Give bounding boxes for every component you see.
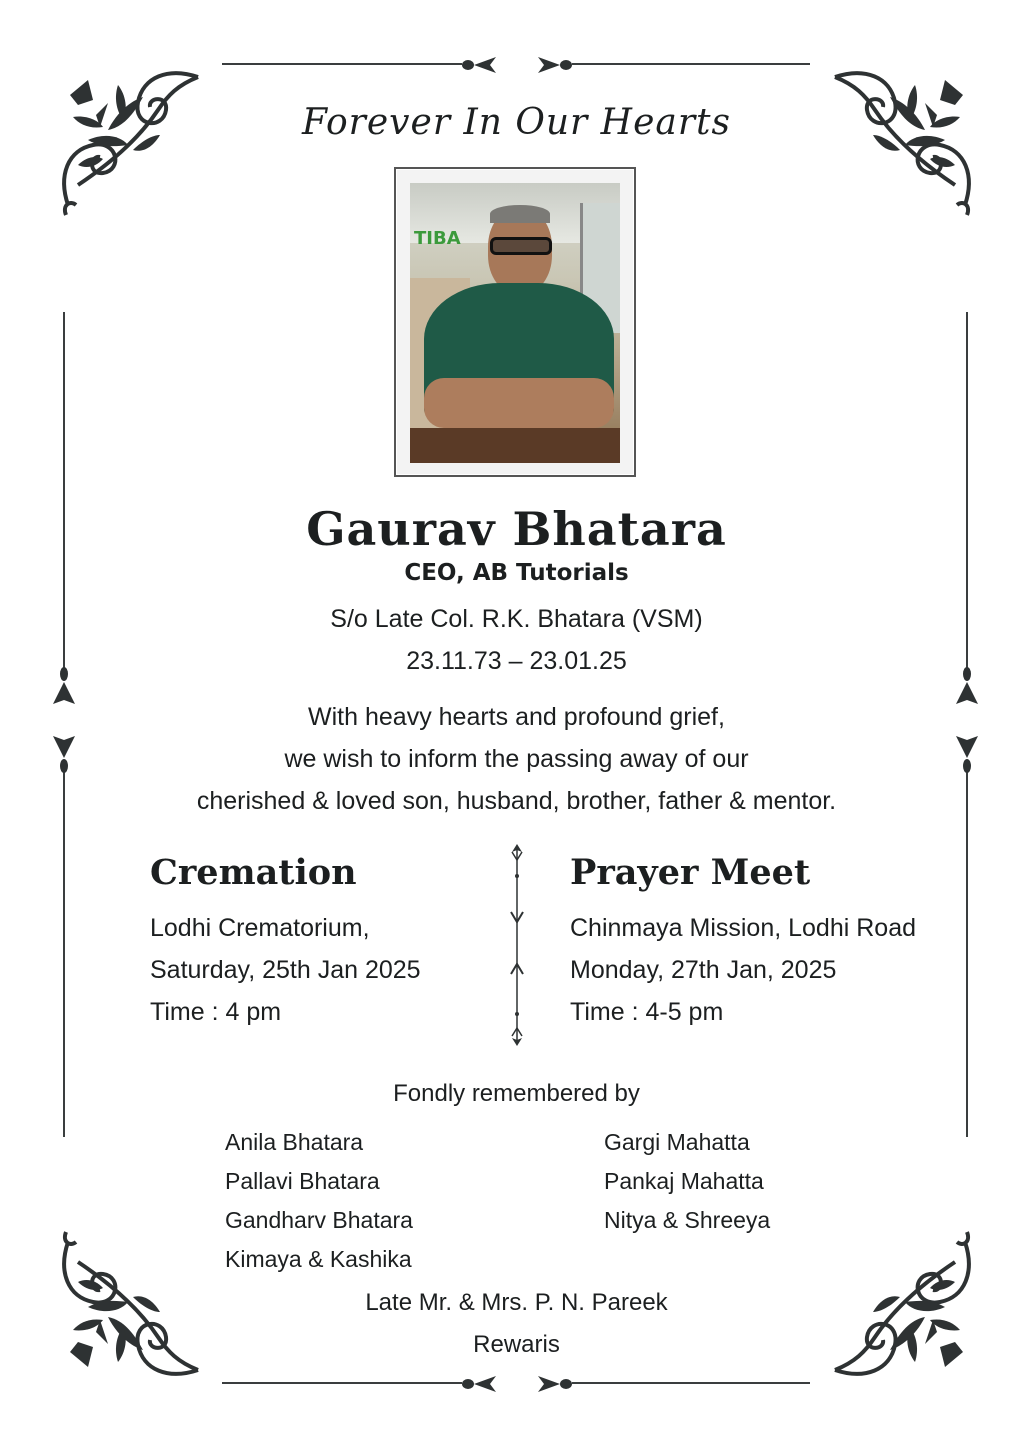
family-member: Kimaya & Kashika [225,1246,412,1272]
cremation-date: Saturday, 25th Jan 2025 [150,956,421,984]
family-member: Gandharv Bhatara [225,1207,413,1233]
photo-table [410,428,620,463]
cremation-time: Time : 4 pm [150,998,282,1026]
memorial-title: Forever In Our Hearts [301,102,731,143]
photo-sign-text: TIBA [414,228,461,249]
prayer-meet-heading: Prayer Meet [570,852,811,893]
parentage: S/o Late Col. R.K. Bhatara (VSM) [330,605,703,633]
family-member: Pankaj Mahatta [604,1168,764,1194]
portrait-photo [410,183,620,463]
deceased-name: Gaurav Bhatara [306,502,727,556]
remembered-heading: Fondly remembered by [393,1080,640,1107]
photo-arms [424,378,614,428]
bottom-center-ornament-icon [456,1371,578,1397]
family-member: Gargi Mahatta [604,1129,750,1155]
photo-glasses [490,237,552,255]
remembered-footer-1: Late Mr. & Mrs. P. N. Pareek [365,1289,668,1316]
photo-hair [490,205,550,223]
bottom-border-right [572,1382,810,1384]
top-border-right [572,63,810,65]
message-line-1: With heavy hearts and profound grief, [308,703,725,731]
portrait-frame [394,167,636,477]
cremation-heading: Cremation [150,852,357,893]
life-dates: 23.11.73 – 23.01.25 [406,647,627,675]
prayer-meet-date: Monday, 27th Jan, 2025 [570,956,837,984]
event-divider-ornament-icon [506,842,528,1048]
cremation-venue: Lodhi Crematorium, [150,914,370,942]
family-member: Anila Bhatara [225,1129,364,1155]
message-line-3: cherished & loved son, husband, brother, father & mentor. [196,787,837,815]
top-border-left [222,63,462,65]
bottom-border-left [222,1382,462,1384]
top-center-ornament-icon [456,52,578,78]
prayer-meet-venue: Chinmaya Mission, Lodhi Road [570,914,917,942]
family-member: Pallavi Bhatara [225,1168,380,1194]
message-line-2: we wish to inform the passing away of our [284,745,749,773]
deceased-role: CEO, AB Tutorials [404,560,629,586]
prayer-meet-time: Time : 4-5 pm [570,998,724,1026]
family-member: Nitya & Shreeya [604,1207,771,1233]
remembered-footer-2: Rewaris [473,1331,560,1358]
